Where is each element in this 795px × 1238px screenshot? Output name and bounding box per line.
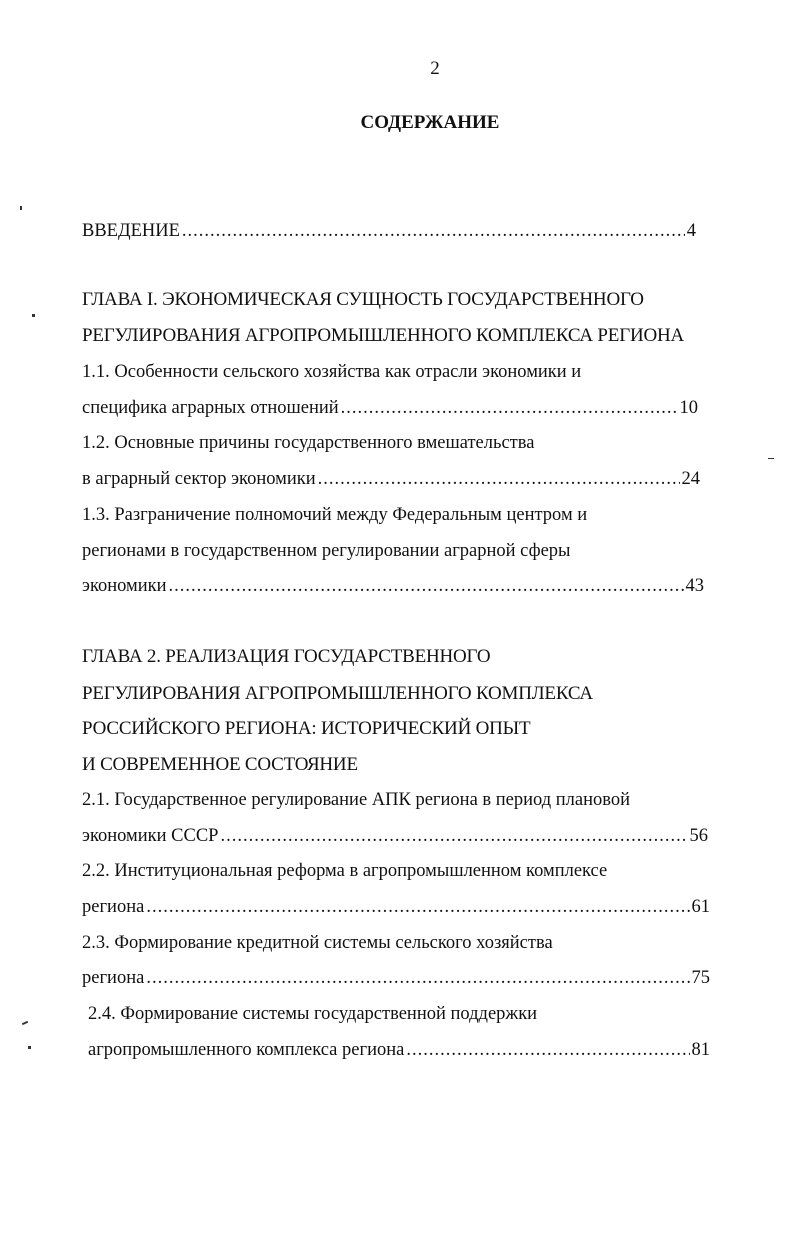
toc-entry-2-3 [82, 969, 710, 988]
toc-entry-label: агропромышленного комплекса региона [88, 1040, 405, 1060]
dot-leader [341, 399, 678, 418]
toc-entry-1-2 [82, 470, 700, 489]
toc-entry-2-1 [82, 827, 708, 846]
scan-speck [768, 458, 774, 459]
section-1-3-line1: 1.3. Разграничение полномочий между Федеральным центром и [82, 505, 588, 525]
dot-leader [406, 1041, 689, 1060]
toc-entry-label: региона [82, 968, 145, 988]
scan-speck [20, 206, 22, 210]
dot-leader [146, 898, 689, 917]
section-2-2-line1: 2.2. Институциональная реформа в агропромышленном комплексе [82, 861, 608, 881]
toc-entry-label: в аграрный сектор экономики [82, 469, 316, 489]
section-2-1-line1: 2.1. Государственное регулирование АПК региона в период плановой [82, 790, 631, 810]
chapter1-heading-line2: РЕГУЛИРОВАНИЯ АГРОПРОМЫШЛЕННОГО КОМПЛЕКСА РЕГИОНА [82, 325, 685, 346]
section-1-3-line2: регионами в государственном регулировании аграрной сферы [82, 541, 571, 561]
toc-entry-1-3 [82, 577, 704, 596]
toc-page-number: 10 [679, 398, 698, 418]
toc-entry-label: ВВЕДЕНИЕ [82, 221, 180, 241]
section-2-4-line1: 2.4. Формирование системы государственной поддержки [88, 1004, 538, 1024]
chapter1-heading-line1: ГЛАВА I. ЭКОНОМИЧЕСКАЯ СУЩНОСТЬ ГОСУДАРСТВЕННОГО [82, 289, 644, 310]
section-2-3-line1: 2.3. Формирование кредитной системы сельского хозяйства [82, 933, 553, 953]
dot-leader [318, 470, 680, 489]
section-1-1-line1: 1.1. Особенности сельского хозяйства как отрасли экономики и [82, 362, 582, 382]
dot-leader [146, 969, 689, 988]
dot-leader [220, 827, 687, 846]
dot-leader [169, 577, 684, 596]
toc-entry-intro [82, 222, 696, 241]
chapter2-heading-line3: РОССИЙСКОГО РЕГИОНА: ИСТОРИЧЕСКИЙ ОПЫТ [82, 718, 531, 739]
dot-leader [182, 222, 685, 241]
chapter2-heading-line4: И СОВРЕМЕННОЕ СОСТОЯНИЕ [82, 754, 358, 775]
toc-entry-1-1 [82, 399, 698, 418]
toc-title: СОДЕРЖАНИЕ [360, 112, 500, 133]
chapter2-heading-line2: РЕГУЛИРОВАНИЯ АГРОПРОМЫШЛЕННОГО КОМПЛЕКСА [82, 683, 593, 704]
scan-speck [28, 1046, 31, 1049]
toc-page-number: 75 [691, 968, 710, 988]
page-number: 2 [430, 58, 440, 79]
scan-speck [22, 1021, 28, 1025]
toc-page-number: 43 [685, 576, 704, 596]
toc-page-number: 24 [681, 469, 700, 489]
toc-page-number: 4 [686, 221, 696, 241]
toc-entry-2-4 [88, 1041, 710, 1060]
toc-entry-label: специфика аграрных отношений [82, 398, 339, 418]
toc-entry-2-2 [82, 898, 710, 917]
toc-entry-label: региона [82, 897, 145, 917]
toc-entry-label: экономики [82, 576, 167, 596]
scan-speck [32, 314, 35, 317]
toc-page-number: 56 [689, 826, 708, 846]
section-1-2-line1: 1.2. Основные причины государственного вмешательства [82, 433, 535, 453]
toc-page-number: 81 [691, 1040, 710, 1060]
toc-page-number: 61 [691, 897, 710, 917]
toc-entry-label: экономики СССР [82, 826, 219, 846]
chapter2-heading-line1: ГЛАВА 2. РЕАЛИЗАЦИЯ ГОСУДАРСТВЕННОГО [82, 646, 491, 667]
